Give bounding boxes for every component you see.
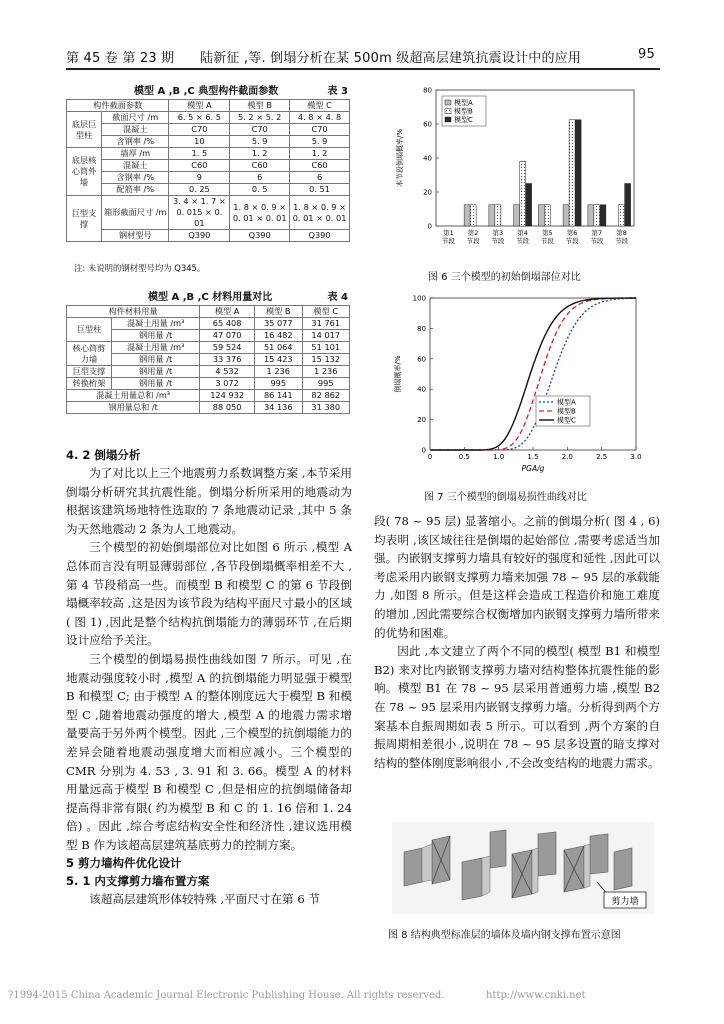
table-row [67,378,350,390]
table-cell: C70 [169,124,230,136]
table-cell: 含钢率 /% [102,172,169,184]
table-group-cell: 巨型柱 [67,318,112,342]
table-group-cell: 底层巨型柱 [67,112,102,148]
table-header-cell: 模型 A [169,100,230,112]
table-cell: C60 [230,160,290,172]
figure-7-caption: 图 7 三个模型的倒塌易损性曲线对比 [424,492,587,503]
table-cell: 35 077 [255,318,302,330]
x-tick-label: 第8 [616,229,627,237]
table-cell: 混凝土用量 /m³ [112,318,200,330]
paragraph: 段( 78 ~ 95 层) 显著缩小。之前的倒塌分析( 图 4 , 6) 均表明 ,该区域往往是倒塌的起始部位 ,需要考虑适当加强。内嵌钢支撑剪力墙具有较好的强度和延性 ,因此可以考虑采用内嵌钢支撑剪力墙来加强 78 ~ 95 层的承载能力 ,如图 8 所示。但是这样会造成工程造价和施工难度的增加 ,因此需要综合权衡增加内嵌钢支撑剪力墙所带来的优势和困难。 [374,514,660,640]
table-row [67,112,350,124]
x-tick-label-suffix: 节段 [565,237,579,245]
journal-issue: 第 45 卷 第 23 期 [66,51,175,66]
table-header-cell: 模型 C [290,100,350,112]
x-tick-label-suffix: 节段 [466,237,480,245]
table-cell: 1. 2 [230,148,290,160]
bar [594,205,600,226]
table-cell: 混凝土用量总和 /m³ [67,390,200,402]
x-tick-label-suffix: 节段 [590,237,604,245]
y-tick-label: 40 [423,154,432,163]
table-cell: 5. 9 [290,136,350,148]
figure-6-bar-chart [388,82,648,260]
bar [526,184,532,227]
paragraph: 因此 ,本文建立了两个不同的模型( 模型 B1 和模型 B2) 来对比内嵌钢支撑剪力墙对结构整体抗震性能的影响。模型 B1 在 78 ~ 95 层采用普通剪力墙 ,模型 B2 在 78 ~ 95 层采用内嵌钢支撑剪力墙。分析得到两个方案基本自振周期如表 5 所示。可以看到 ,两个方案的自振周期相差很小 ,说明在 78 ~ 95 层多设置的暗支撑对结构的整体刚度影响很小 ,不会改变结构的地震力需求。 [374,644,660,770]
y-tick-label: 80 [423,86,432,95]
section-5-1-heading: 5. 1 内支撑剪力墙布置方案 [66,874,210,889]
table-cell: 混凝土用量 /m³ [112,342,200,354]
paragraph: 三个模型的倒塌易损性曲线如图 7 所示。可见 ,在地震动强度较小时 ,模型 A 的抗倒塌能力明显强于模型 B 和模型 C; 由于模型 A 的整体刚度远大于模型 B 和模型 C ,随着地震动强度的增大 ,模型 A 的地震力需求增量要高于另外两个模型。因此 ,三个模型的抗倒塌能力的差异会随着地震动强度增大而相应减小。三个模型的 CMR 分别为 4. 53 , 3. 91 和 3. 66。模型 A 的材料用量远高于模型 B 和模型 C ,但是相应的抗倒塌储备却提高得非常有限( 约为模型 B 和 C 的 1. 16 倍和 1. 24 倍) 。因此 ,综合考虑结构安全性和经济性 ,建议选用模型 B 作为该超高层建筑基底剪力的控制方案。 [66,651,352,852]
table-cell: 31 761 [302,318,350,330]
table-cell: 82 862 [302,390,350,402]
left-column [66,446,352,909]
table-cell: 15 423 [255,354,302,366]
table-cell: 1. 5 [169,148,230,160]
table-cell: C70 [230,124,290,136]
table-cell: 10 [169,136,230,148]
legend-label: 模型B [454,107,473,116]
table-cell: 含钢率 /% [102,136,169,148]
table-cell: 51 064 [255,342,302,354]
table-cell: 65 408 [200,318,255,330]
table-cell: 124 932 [200,390,255,402]
table-header-cell: 模型 A [200,306,255,318]
table-row [67,342,350,354]
bar [489,205,495,226]
figure-8-caption: 图 8 结构典型标准层的墙体及墙内钢支撑布置示意图 [388,930,621,941]
table-cell: 配筋率 /% [102,184,169,196]
table-cell: 51 101 [302,342,350,354]
bar [544,205,550,226]
y-axis-label: 倒塌概率/% [394,355,402,393]
table-cell: 钢用量 /t [112,378,200,390]
table-cell: 混凝土 [102,160,169,172]
x-tick-label: 第1 [443,229,454,237]
table-row [67,366,350,378]
bar [625,184,631,227]
table-cell: 1 236 [302,366,350,378]
header-rule [66,68,660,70]
fragility-curve [431,298,636,450]
bar [569,120,575,226]
table-cell: 47 070 [200,330,255,342]
x-tick-label-suffix: 节段 [615,237,629,245]
table-cell: 0. 5 [230,184,290,196]
table-cell: 31 380 [302,402,350,414]
bar [495,205,501,226]
right-column [374,512,660,772]
legend-label: 模型A [454,99,473,107]
table-cell: 1. 2 [290,148,350,160]
table4-caption: 模型 A ,B ,C 材料用量对比 [148,292,273,303]
table-cell: 4 532 [200,366,255,378]
table-row [67,184,350,196]
x-tick-label: 2.0 [561,453,573,461]
table-cell: 4. 8 × 4. 8 [290,112,350,124]
table-cell: Q390 [169,230,230,242]
x-tick-label: 2.5 [596,453,608,461]
x-tick-label-suffix: 节段 [540,237,554,245]
table-row [67,402,350,414]
legend-swatch [445,117,451,122]
paragraph: 三个模型的初始倒塌部位对比如图 6 所示 ,模型 A 总体而言没有明显薄弱部位 ,各节段倒塌概率相差不大 ,第 4 节段稍高一些。而模型 B 和模型 C 的第 6 节段倒塌概率较高 ,这是因为该节段为结构平面尺寸最小的区域( 图 1) ,因此是整个结构抗倒塌能力的薄弱环节 ,在后期设计应给予关注。 [66,540,352,648]
legend-label: 模型C [454,116,473,124]
x-tick-label: 1.0 [493,453,505,461]
legend-label: 模型A [557,398,576,407]
table3 [66,99,350,242]
table3-caption: 模型 A ,B ,C 典型构件截面参数 [134,86,279,97]
y-tick-label: 80 [417,324,426,333]
table-header-cell: 模型 C [302,306,350,318]
table-header-cell: 构件截面参数 [67,100,169,112]
table-group-cell: 底层核心筒外墙 [67,148,102,196]
x-tick-label-suffix: 节段 [516,237,530,245]
table-cell: 995 [255,378,302,390]
table-cell: 3. 4 × 1. 7 × 0. 015 × 0. 01 [169,196,230,230]
x-tick-label: 3.0 [630,453,642,461]
bar [575,120,581,226]
table-row [67,172,350,184]
table-cell: 钢用量总和 /t [67,402,200,414]
table-row [67,196,350,230]
table-cell: 5. 9 [230,136,290,148]
bar [588,205,594,226]
table-cell: 1. 8 × 0. 9 × 0. 01 × 0. 01 [230,196,290,230]
table-cell: 6. 5 × 6. 5 [169,112,230,124]
table-cell: 墙厚 /m [102,148,169,160]
table-cell: 995 [302,378,350,390]
x-tick-label: 第4 [517,229,528,237]
y-tick-label: 20 [423,188,432,197]
table-group-cell: 核心筒剪力墙 [67,342,112,366]
paragraph: 该超高层建筑形体较特殊 ,平面尺寸在第 6 节 [89,892,320,907]
table-cell: 钢用量 /t [112,366,200,378]
figure-7-line-chart [388,290,648,478]
table-cell: C70 [290,124,350,136]
table-cell: 箱形截面尺寸 /m [102,196,169,230]
page-number: 95 [638,47,655,62]
table-cell: 34 136 [255,402,302,414]
x-axis-label: PGA/g [521,464,545,473]
x-tick-label: 0.5 [458,453,470,461]
table4 [66,305,350,414]
legend-swatch [445,109,451,114]
table-cell: 86 141 [255,390,302,402]
table-cell: 钢用量 /t [112,330,200,342]
y-tick-label: 60 [417,355,426,364]
table-cell: Q390 [230,230,290,242]
footer-copyright: ?1994-2015 China Academic Journal Electronic Publishing House. All rights reserved. [8,990,445,1001]
x-tick-label: 第7 [591,229,603,237]
table3-number: 表 3 [327,86,348,97]
table-row [67,230,350,242]
x-tick-label: 第5 [542,229,553,237]
table-cell: C60 [169,160,230,172]
table-row [67,148,350,160]
x-tick-label-suffix: 节段 [491,237,505,245]
table-header-cell: 模型 B [230,100,290,112]
paragraph: 为了对比以上三个地震剪力系数调整方案 ,本节采用倒塌分析研究其抗震性能。倒塌分析所采用的地震动为根据该建筑场地特性选取的 7 条地震动记录 ,其中 5 条为天然地震动 2 条为人工地震动。 [66,466,352,536]
y-tick-label: 100 [412,294,426,303]
table-header-cell: 模型 B [255,306,302,318]
bar [470,205,476,226]
table-cell: 16 482 [255,330,302,342]
section-4-2-heading: 4. 2 倒塌分析 [66,448,141,462]
table-row [67,318,350,330]
table-cell: Q390 [290,230,350,242]
table-cell: 59 524 [200,342,255,354]
table-cell: 0. 25 [169,184,230,196]
legend-label: 模型C [557,416,576,425]
table-cell: 88 050 [200,402,255,414]
table-cell: 14 017 [302,330,350,342]
bar [520,161,526,226]
table-cell: 15 132 [302,354,350,366]
bar [538,205,544,226]
table-cell: 1 236 [255,366,302,378]
bar [464,205,470,226]
figure-6-caption: 图 6 三个模型的初始倒塌部位对比 [428,272,581,283]
table-cell: 1. 8 × 0. 9 × 0. 01 × 0. 01 [290,196,350,230]
footer-url[interactable]: http://www.cnki.net [486,990,586,1001]
x-tick-label: 第2 [467,229,479,237]
bar [563,205,569,226]
y-tick-label: 0 [421,446,426,455]
legend-swatch [445,100,451,105]
x-tick-label: 第3 [492,229,504,237]
section-5-heading: 5 剪力墙构件优化设计 [66,856,182,871]
table-row [67,390,350,402]
figure-8-label: 剪力墙 [611,897,639,907]
table-cell: 钢材型号 [102,230,169,242]
table-cell: 33 376 [200,354,255,366]
bar [619,205,625,226]
table-cell: 混凝土 [102,124,169,136]
table-cell: 0. 51 [290,184,350,196]
bar [514,205,520,226]
table-cell: 5. 2 × 5. 2 [230,112,290,124]
figure-8-wall-layout [392,822,654,914]
y-tick-label: 40 [417,385,426,394]
x-tick-label: 0 [427,453,433,461]
legend-label: 模型B [557,407,576,416]
table-cell: 6 [290,172,350,184]
table-group-cell: 巨型支撑 [67,196,102,242]
table-cell: 6 [230,172,290,184]
table-group-cell: 巨型支撑 [67,366,112,378]
table-cell: 9 [169,172,230,184]
table-group-cell: 转换桁架 [67,378,112,390]
x-tick-label: 第6 [566,229,578,237]
bar [600,205,606,226]
table-cell: C60 [290,160,350,172]
running-title: 陆新征 ,等. 倒塌分析在某 500m 级超高层建筑抗震设计中的应用 [200,51,582,66]
table-cell: 钢用量 /t [112,354,200,366]
table-cell: 3 072 [200,378,255,390]
table3-note: 注: 未说明的钢材型号均为 Q345。 [74,263,206,273]
table-row [67,124,350,136]
table-row [67,136,350,148]
table-header-cell: 构件材料用量 [67,306,200,318]
x-tick-label: 1.5 [527,453,539,461]
x-tick-label-suffix: 节段 [441,237,455,245]
table-cell: 截面尺寸 /m [102,112,169,124]
y-axis-label: 本节段倒塌概率/% [396,128,404,188]
y-tick-label: 60 [423,120,432,129]
table-row [67,160,350,172]
y-tick-label: 0 [427,222,432,231]
table4-number: 表 4 [327,292,348,303]
y-tick-label: 20 [417,416,426,425]
